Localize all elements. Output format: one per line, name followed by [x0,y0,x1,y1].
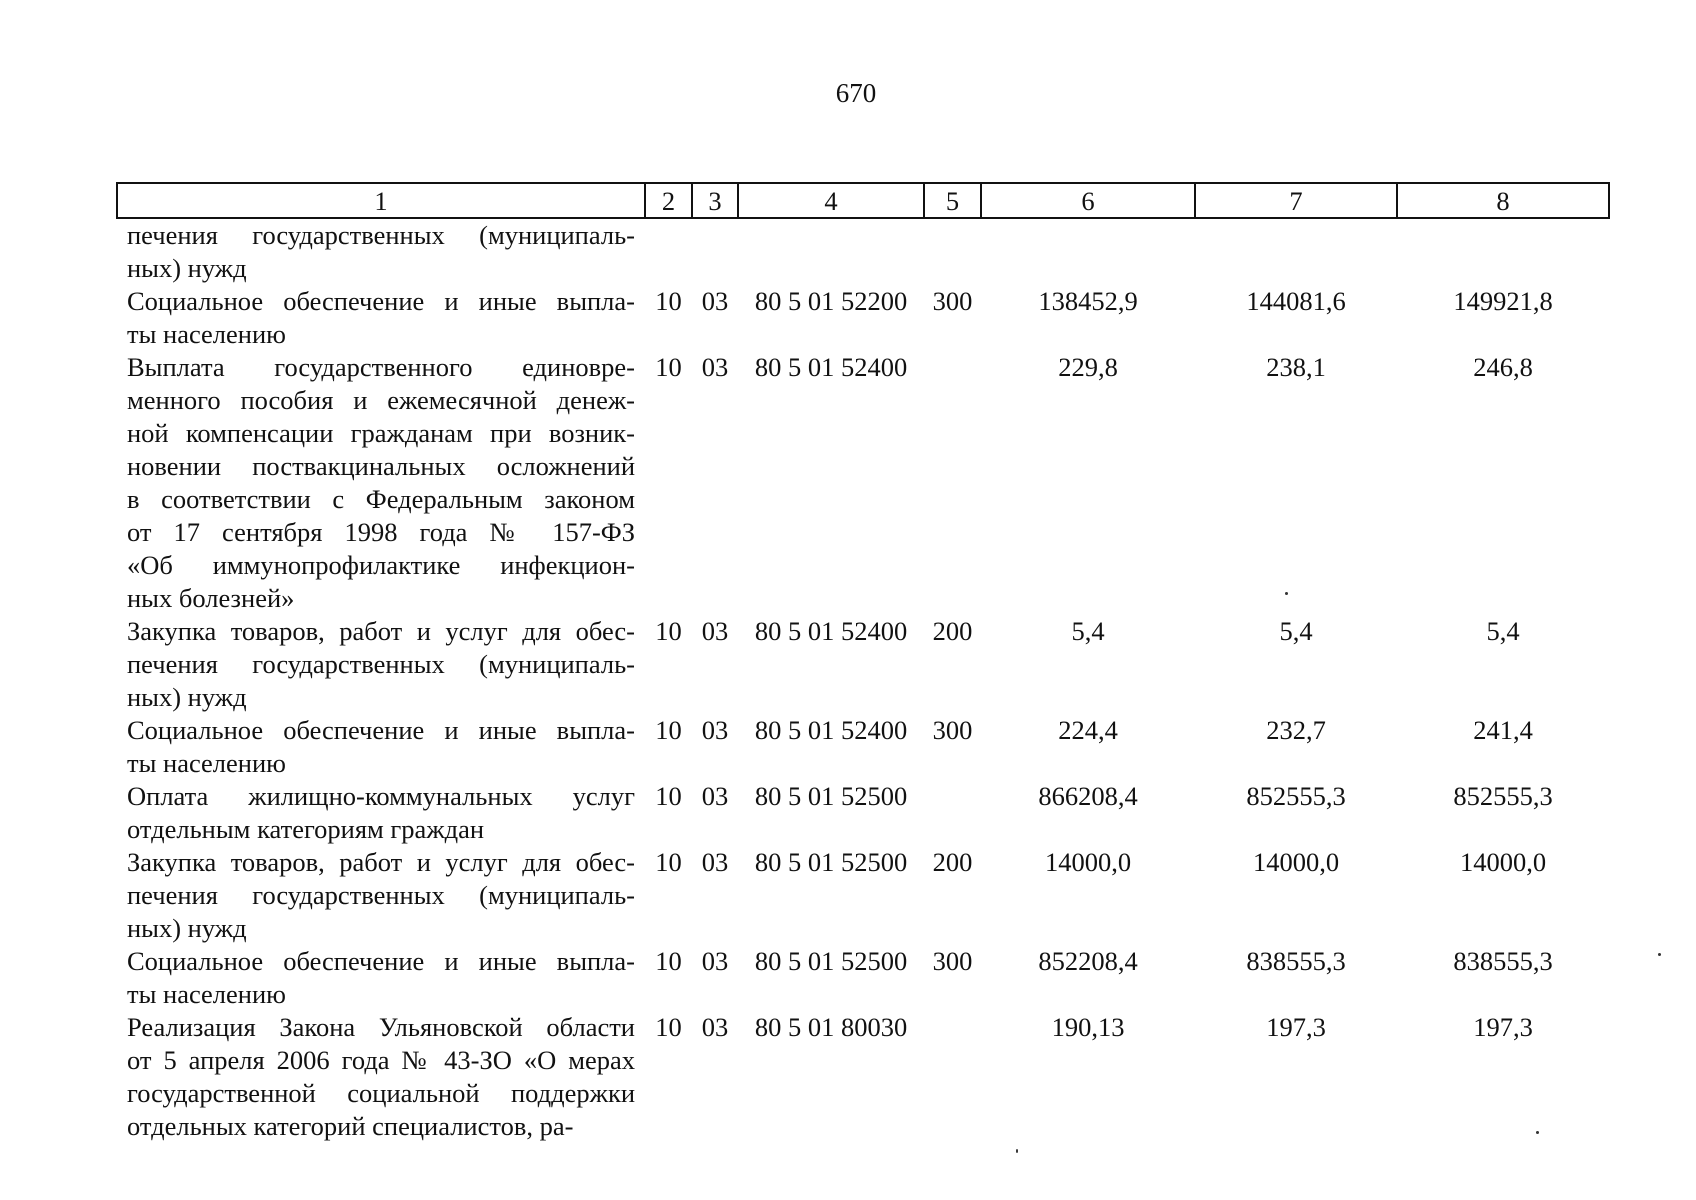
row-name-line: ных) нужд [127,253,247,283]
row-name-line: печения государственных (муниципаль- [127,649,635,679]
row-name-line: Социальное обеспечение и иные выпла- [127,946,635,976]
expense-type-cell [924,351,981,615]
amount-col7-cell: 232,7 [1266,715,1326,745]
column-header: 5 [924,183,981,218]
amount-col8-cell: 852555,3 [1453,781,1553,811]
row-name-line: ных болезней» [127,583,295,613]
amount-col8-cell: 197,3 [1473,1012,1533,1042]
amount-col7-cell: 852555,3 [1246,781,1346,811]
column-number-header-row [117,183,1609,218]
amount-col8-cell: 838555,3 [1453,946,1553,976]
row-name-line: менного пособия и ежемесячной денеж- [127,385,635,415]
amount-col7-cell: 197,3 [1266,1012,1326,1042]
row-name-line: государственной социальной поддержки [127,1078,635,1108]
table-row [117,846,1609,945]
column-header: 7 [1195,183,1397,218]
section-code-cell: 10 [655,715,682,745]
section-code-cell [645,218,692,285]
subsection-code-cell [692,218,738,285]
scan-speck [1658,953,1661,956]
amount-col7-cell: 14000,0 [1252,847,1340,877]
row-name-cell [117,351,645,615]
target-article-cell: 80 5 01 52500 [754,946,908,976]
expense-type-cell [924,1011,981,1143]
section-code-cell: 10 [655,946,682,976]
expense-type-cell: 300 [932,715,973,745]
page-number: 670 [835,78,877,108]
row-name-line: ты населению [127,979,286,1009]
row-name-cell [117,1011,645,1143]
row-name-line: отдельным категориям граждан [127,814,485,844]
row-name-cell [117,945,645,1011]
expense-type-cell: 200 [932,847,973,877]
column-header: 4 [738,183,924,218]
target-article-cell: 80 5 01 52400 [754,616,908,646]
table-row [117,780,1609,846]
amount-col8-cell: 5,4 [1486,616,1520,646]
amount-col6-cell: 138452,9 [1038,286,1138,316]
table-row [117,615,1609,714]
row-name-cell [117,846,645,945]
table-row [117,285,1609,351]
row-name-cell [117,285,645,351]
scan-speck [1016,1149,1018,1153]
amount-col6-cell: 5,4 [1071,616,1105,646]
row-name-line: печения государственных (муниципаль- [127,220,635,250]
amount-col7-cell: 238,1 [1266,352,1326,382]
column-header: 6 [981,183,1195,218]
section-code-cell: 10 [655,781,682,811]
row-name-line: ты населению [127,748,286,778]
row-name-line: ты населению [127,319,286,349]
amount-col8-cell: 149921,8 [1453,286,1553,316]
row-name-line: Социальное обеспечение и иные выпла- [127,286,635,316]
section-code-cell: 10 [655,1012,682,1042]
amount-col7-cell: 5,4 [1279,616,1313,646]
subsection-code-cell: 03 [701,781,729,811]
scan-speck [1536,1131,1539,1134]
expense-type-cell: 300 [932,946,973,976]
column-header: 1 [117,183,645,218]
amount-col6-cell [981,218,1195,285]
table-row [117,714,1609,780]
row-name-cell [117,780,645,846]
target-article-cell: 80 5 01 52400 [754,715,908,745]
row-name-line: отдельных категорий специалистов, ра- [127,1111,574,1141]
subsection-code-cell: 03 [701,715,729,745]
table-row [117,945,1609,1011]
row-name-cell [117,218,645,285]
amount-col7-cell: 838555,3 [1246,946,1346,976]
amount-col7-cell [1195,218,1397,285]
row-name-line: ных) нужд [127,682,247,712]
expense-type-cell [924,780,981,846]
row-name-line: новении поствакцинальных осложнений [127,451,635,481]
amount-col6-cell: 14000,0 [1044,847,1132,877]
row-name-cell [117,615,645,714]
amount-col7-cell: 144081,6 [1246,286,1346,316]
row-name-line: Оплата жилищно-коммунальных услуг [127,781,635,811]
target-article-cell [738,218,924,285]
amount-col6-cell: 190,13 [1051,1012,1125,1042]
row-name-cell [117,714,645,780]
scan-speck [1285,592,1288,595]
row-name-line: ной компенсации гражданам при возник- [127,418,635,448]
subsection-code-cell: 03 [701,616,729,646]
expense-type-cell: 200 [932,616,973,646]
expense-type-cell: 300 [932,286,973,316]
subsection-code-cell: 03 [701,946,729,976]
amount-col6-cell: 866208,4 [1038,781,1138,811]
amount-col6-cell: 852208,4 [1038,946,1138,976]
amount-col8-cell: 241,4 [1473,715,1533,745]
row-name-line: от 17 сентября 1998 года № 157-ФЗ [127,517,635,547]
column-header: 8 [1397,183,1609,218]
budget-table [116,182,1610,1143]
target-article-cell: 80 5 01 80030 [754,1012,908,1042]
row-name-line: ных) нужд [127,913,247,943]
expense-type-cell [924,218,981,285]
row-name-line: печения государственных (муниципаль- [127,880,635,910]
row-name-line: от 5 апреля 2006 года № 43-ЗО «О мерах [127,1045,635,1075]
section-code-cell: 10 [655,286,682,316]
row-name-line: Закупка товаров, работ и услуг для обес- [127,847,635,877]
table-row [117,218,1609,285]
subsection-code-cell: 03 [701,286,729,316]
subsection-code-cell: 03 [701,1012,729,1042]
amount-col8-cell: 246,8 [1473,352,1533,382]
amount-col6-cell: 229,8 [1058,352,1118,382]
amount-col8-cell [1397,218,1609,285]
table-row [117,1011,1609,1143]
target-article-cell: 80 5 01 52500 [754,781,908,811]
target-article-cell: 80 5 01 52500 [754,847,908,877]
row-name-line: Выплата государственного единовре- [127,352,635,382]
row-name-line: Реализация Закона Ульяновской области [127,1012,635,1042]
table-row [117,351,1609,615]
column-header: 2 [645,183,692,218]
subsection-code-cell: 03 [701,847,729,877]
column-header: 3 [692,183,738,218]
target-article-cell: 80 5 01 52200 [754,286,908,316]
row-name-line: «Об иммунопрофилактике инфекцион- [127,550,635,580]
amount-col8-cell: 14000,0 [1459,847,1547,877]
subsection-code-cell: 03 [701,352,729,382]
section-code-cell: 10 [655,352,682,382]
target-article-cell: 80 5 01 52400 [754,352,908,382]
row-name-line: в соответствии с Федеральным законом [127,484,635,514]
section-code-cell: 10 [655,847,682,877]
amount-col6-cell: 224,4 [1058,715,1118,745]
table-body [117,218,1609,1143]
row-name-line: Закупка товаров, работ и услуг для обес- [127,616,635,646]
section-code-cell: 10 [655,616,682,646]
row-name-line: Социальное обеспечение и иные выпла- [127,715,635,745]
